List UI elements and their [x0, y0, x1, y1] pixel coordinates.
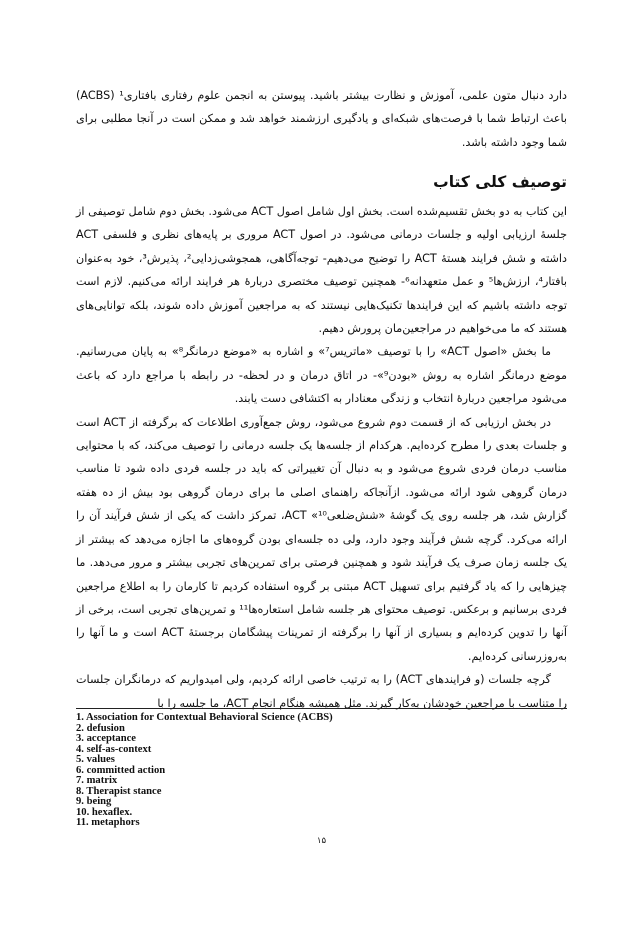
footnotes-list: [76, 713, 567, 829]
body-paragraph: در بخش ارزیابی که از قسمت دوم شروع می‌شود، روش جمع‌آوری اطلاعات که برگرفته از ACT است و جلسات بعدی را مطرح کرده‌ایم. هرکدام از جلسه‌ها یک جلسه درمانی را توصیف می‌کند، که با محتوایی مناسب درمان فردی شروع می‌شود و به دنبال آن تغییراتی که باید در جلسه فردی داده شود تا مناسب درمان گروهی شود ارائه می‌شود. ازآنجاکه راهنمای اصلی ما برای درمان گروهی بود بیش از ده هفته گزارش شد، هر جلسه روی یک گوشهٔ «شش‌ضلعی¹⁰» ACT، تمرکز داشت که یکی از شش فرآیند آن را ارائه می‌کرد. گرچه شش فرآیند وجود دارد، ولی ده جلسه‌ای بودن گروه‌های ما اجازه می‌دهد که بیشتر از یک جلسه زمان صرف یک فرآیند شود و همچنین فرصتی برای تمرین‌های تجربی بیشتر و مرور می‌دهد. ما چیزهایی را که یاد گرفتیم برای تسهیل ACT مبتنی بر گروه استفاده کردیم تا کارمان را به اطلاع مراجعین فردی برسانیم و برعکس. توصیف محتوای هر جلسه شامل استعاره‌ها¹¹ و تمرین‌های تجربی است، برخی از آنها را تدوین کرده‌ایم و بسیاری از آنها را برگرفته از تمرینات پیشگامان برجستهٔ ACT است و ما آنها را به‌روزرسانی کرده‌ایم.: [76, 415, 568, 663]
footnote-divider: [76, 708, 567, 709]
footnote-item: 7. matrix: [76, 775, 118, 786]
footnote-item: 5. values: [76, 754, 115, 765]
footnote-item: 10. hexaflex.: [76, 806, 133, 818]
footnote-item: 8. Therapist stance: [76, 785, 162, 797]
section-heading: توصیف کلی کتاب: [433, 173, 567, 191]
main-body: [76, 200, 567, 715]
page-number: ۱۵: [316, 836, 327, 846]
body-paragraph: گرچه جلسات (و فرایندهای ACT) را به ترتیب خاصی ارائه کردیم، ولی امیدواریم که درمانگران جلسات را متناسب با مراجعین خودشان به‌کار گیرند. مثل همیشه هنگام انجام ACT، ما جلسه را با: [76, 673, 567, 710]
body-paragraph: این کتاب به دو بخش تقسیم‌شده است. بخش اول شامل اصول ACT می‌شود. بخش دوم شامل توصیفی از جلسهٔ ارزیابی اولیه و جلسات درمانی می‌شود. در اصول ACT مروری بر پایه‌های نظری و فلسفی ACT داشته و شش فرایند هستهٔ ACT را توضیح می‌دهیم- توجه‌آگاهی، همجوشی‌زدایی²، پذیرش³، خود به‌عنوان بافتار⁴، ارزش‌ها⁵ و عمل متعهدانه⁶- همچنین توصیف مختصری دربارهٔ هر فرایند ارائه می‌کنیم. لازم است توجه داشته باشیم که این فرایندها تکنیک‌هایی نیستند که به مراجعین آموزش داده شوند، بلکه توانایی‌های هستند که ما می‌خواهیم در مراجعین‌مان پرورش دهیم.: [76, 205, 567, 336]
intro-paragraph: دارد دنبال متون علمی، آموزش و نظارت بیشتر باشید. پیوستن به انجمن علوم رفتاری بافتاری¹ (ACBS) باعث ارتباط شما با فرصت‌های شبکه‌ای و یادگیری ارزشمند خواهد شد و ممکن است در آنجا مطلبی برای شما وجود داشته باشد.: [76, 89, 568, 149]
footnote-item: 1. Association for Contextual Behavioral Science (ACBS): [76, 712, 333, 723]
body-paragraph: ما بخش «اصول ACT» را با توصیف «ماتریس⁷» و اشاره به «موضع درمانگر⁸» به پایان می‌رسانیم. موضع درمانگر اشاره به روش «بودن⁹»- در اتاق درمان و در لحظه- در رابطه با مراجع دارد که باعث می‌شود مراجعین دربارهٔ انتخاب و زندگی معنادار به اکتشافی دست یابند.: [76, 345, 567, 406]
footnote-item: 2. defusion: [76, 722, 125, 734]
footnote-item: 3. acceptance: [76, 733, 137, 744]
footnote-item: 11. metaphors: [76, 817, 140, 828]
footnote-item: 6. committed action: [76, 764, 166, 776]
footnote-item: 4. self-as-context: [76, 743, 152, 755]
footnote-item: 9. being: [76, 796, 112, 807]
